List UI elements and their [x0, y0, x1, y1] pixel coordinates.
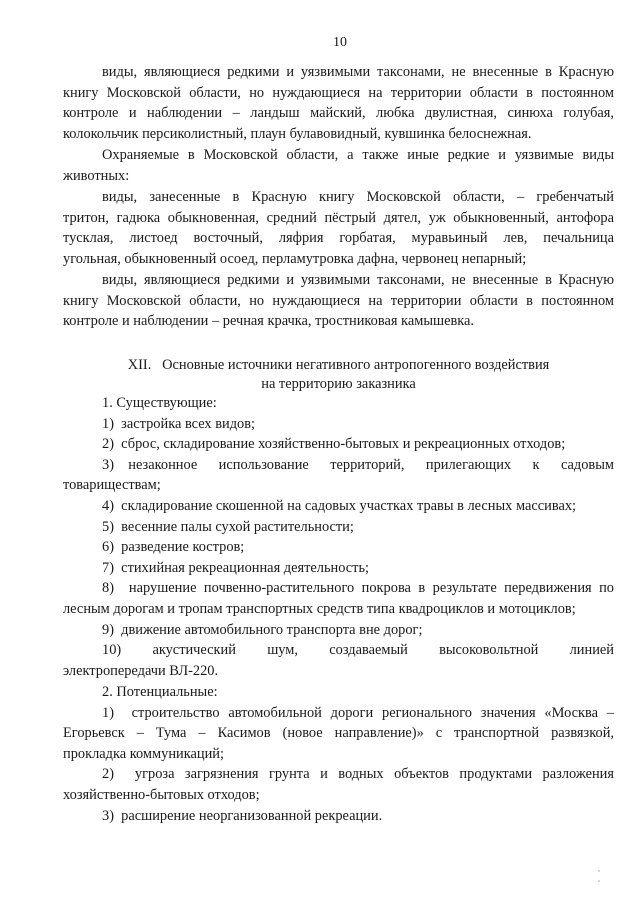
- list-item: 1) застройка всех видов;: [102, 415, 256, 432]
- text-line: угольная, обыкновенный осоед, перламутровка дафна, червонец непарный;: [63, 250, 527, 267]
- existing-label: 1. Существующие:: [102, 395, 217, 411]
- list-item: 4) складирование скошенной на садовых участках травы в лесных массивах;: [102, 497, 577, 514]
- scan-speck: [598, 880, 600, 882]
- red-book-fauna-paragraph: [63, 187, 614, 269]
- flora-paragraph: [63, 62, 614, 144]
- text-line: тритон, гадюка обыкновенная, средний пёстрый дятел, уж обыкновенный, антофора: [63, 209, 614, 226]
- text-line: книгу Московской области, но нуждающиеся на территории области в постоянном: [63, 292, 614, 309]
- list-item: 9) движение автомобильного транспорта вне дорог;: [102, 621, 423, 638]
- list-item-continued: прокладка коммуникаций;: [63, 745, 224, 762]
- text-line: контроле и наблюдении – речная крачка, тростниковая камышевка.: [63, 313, 475, 330]
- list-item-continued: лесным дорогам и тропам транспортных средств типа квадроциклов и мотоциклов;: [63, 600, 576, 617]
- text-line: контроле и наблюдении – ландыш майский, любка двулистная, синюха голубая,: [63, 105, 614, 122]
- list-item: 2) сброс, складирование хозяйственно-бытовых и рекреационных отходов;: [102, 436, 566, 453]
- list-item-continued: электропередачи ВЛ-220.: [63, 662, 219, 679]
- text-line: книгу Московской области, но нуждающиеся на территории области в постоянном: [63, 84, 614, 101]
- rare-fauna-paragraph: [63, 270, 614, 332]
- section-heading: [63, 356, 614, 394]
- list-item: 1) строительство автомобильной дороги регионального значения «Москва –: [102, 704, 614, 721]
- list-item: 3) расширение неорганизованной рекреации.: [102, 807, 383, 824]
- text-line: животных:: [63, 167, 130, 184]
- list-item-continued: товариществам;: [63, 477, 161, 494]
- list-item: 7) стихийная рекреационная деятельность;: [102, 559, 370, 576]
- potential-label: 2. Потенциальные:: [102, 684, 218, 700]
- list-item-continued: хозяйственно-бытовых отходов;: [63, 786, 260, 803]
- text-line: колокольчик персиколистный, плаун булавовидный, кувшинка белоснежная.: [63, 125, 532, 142]
- list-item: 6) разведение костров;: [102, 539, 245, 556]
- text-line: виды, являющиеся редкими и уязвимыми таксонами, не внесенные в Красную: [102, 64, 614, 80]
- existing-sources-list: [63, 393, 614, 681]
- list-item: 5) весенние палы сухой растительности;: [102, 518, 354, 535]
- list-item-continued: Егорьевск – Тума – Касимов (новое направление)» с транспортной развязкой,: [63, 725, 614, 742]
- text-line: виды, являющиеся редкими и уязвимыми таксонами, не внесенные в Красную: [102, 272, 614, 288]
- section-heading-line: XII. Основные источники негативного антропогенного воздействия: [127, 357, 550, 373]
- page-number: 10: [333, 35, 347, 50]
- list-item: 10) акустический шум, создаваемый высоковольтной линией: [102, 642, 614, 659]
- potential-sources-list: [63, 682, 614, 826]
- fauna-intro-paragraph: [63, 145, 614, 186]
- text-line: Охраняемые в Московской области, а также иные редкие и уязвимые виды: [102, 147, 614, 163]
- scan-speck: [598, 870, 600, 872]
- list-item: 8) нарушение почвенно-растительного покрова в результате передвижения по: [102, 580, 614, 597]
- text-line: тусклая, листоед восточный, ляфрия горбатая, муравьиный лев, печальница: [63, 230, 614, 247]
- list-item: 2) угроза загрязнения грунта и водных объектов продуктами разложения: [102, 766, 614, 783]
- text-line: виды, занесенные в Красную книгу Московской области, – гребенчатый: [102, 189, 614, 205]
- section-heading-line: на территорию заказника: [261, 376, 416, 392]
- list-item: 3) незаконное использование территорий, прилегающих к садовым: [102, 456, 614, 473]
